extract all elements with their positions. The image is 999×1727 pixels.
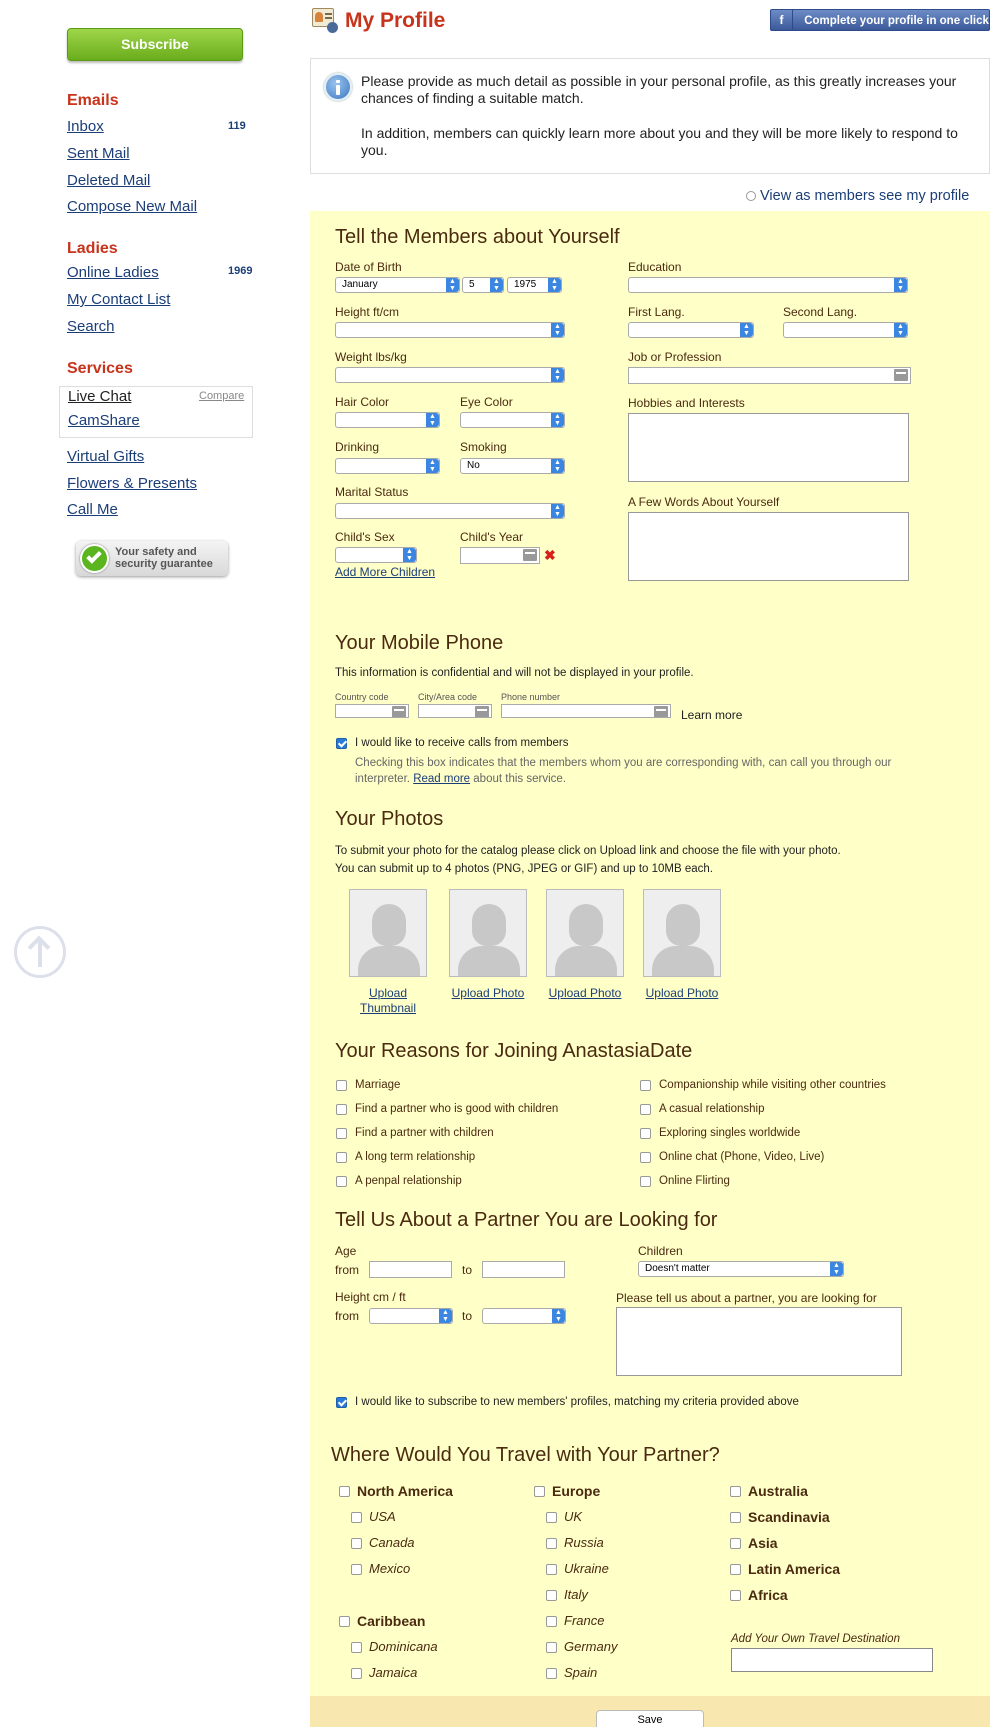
page-title: My Profile — [345, 9, 446, 32]
upload-thumbnail-link[interactable]: Upload Thumbnail — [359, 986, 417, 1015]
calls-note: Checking this box indicates that the members whom you are corresponding with, can call you through our interpreter. Read more about this service. — [355, 757, 892, 785]
reason-label: Exploring singles worldwide — [659, 1127, 801, 1139]
remove-child-icon[interactable]: ✖ — [544, 547, 556, 563]
italy-label: Italy — [564, 1587, 588, 1602]
search-link[interactable]: Search — [67, 318, 115, 335]
dob-label: Date of Birth — [335, 260, 402, 274]
country-code-input[interactable] — [335, 704, 409, 718]
height-from-label: from — [335, 1309, 359, 1323]
spain-checkbox[interactable] — [546, 1668, 557, 1679]
facebook-complete-button[interactable] — [770, 9, 990, 31]
emails-heading: Emails — [67, 92, 119, 109]
reason-label: A casual relationship — [659, 1103, 765, 1115]
chevron-down-icon: ▲ ▼ — [551, 459, 564, 473]
job-input[interactable] — [628, 367, 911, 384]
few-words-label: A Few Words About Yourself — [628, 495, 780, 509]
reason-checkbox[interactable] — [640, 1176, 651, 1187]
spain-label: Spain — [564, 1665, 598, 1680]
first-lang-select[interactable] — [628, 322, 754, 338]
asia-checkbox[interactable] — [730, 1538, 741, 1549]
bullet-icon — [746, 191, 756, 201]
reason-label: Marriage — [355, 1079, 401, 1091]
jamaica-checkbox[interactable] — [351, 1668, 362, 1679]
subscribe-profiles-checkbox[interactable] — [336, 1397, 347, 1408]
chevron-down-icon: ▲ ▼ — [446, 278, 459, 292]
germany-label: Germany — [564, 1639, 618, 1654]
list-icon — [475, 706, 489, 718]
photo-placeholder-3[interactable] — [643, 889, 721, 977]
save-button[interactable]: Save — [596, 1710, 704, 1727]
receive-calls-checkbox[interactable] — [336, 738, 347, 749]
reason-label: Find a partner with children — [355, 1127, 494, 1139]
info-text-2: In addition, members can quickly learn more about you and they will be more likely to respond to you. — [361, 125, 958, 158]
live-chat-link[interactable]: Live Chat — [68, 388, 132, 405]
upload-photo-link-3[interactable]: Upload Photo — [645, 986, 719, 1000]
list-icon — [654, 706, 668, 718]
drinking-select[interactable] — [335, 458, 440, 474]
facebook-button-label: Complete your profile in one click — [804, 15, 989, 27]
marital-status-label: Marital Status — [335, 485, 409, 499]
photo-placeholder-2[interactable] — [546, 889, 624, 977]
height-from-select[interactable] — [369, 1308, 453, 1324]
camshare-link[interactable]: CamShare — [68, 412, 140, 429]
height-to-label: to — [462, 1309, 473, 1323]
education-select[interactable] — [628, 277, 908, 293]
phone-number-input[interactable] — [501, 704, 671, 718]
australia-label: Australia — [748, 1483, 808, 1499]
australia-checkbox[interactable] — [730, 1486, 741, 1497]
subscribe-profiles-label: I would like to subscribe to new members' profiles, matching my criteria provided above — [355, 1396, 799, 1408]
call-me-link[interactable]: Call Me — [67, 501, 118, 518]
child-year-label: Child's Year — [460, 530, 523, 544]
job-label: Job or Profession — [628, 350, 722, 364]
partner-height-label: Height cm / ft — [335, 1290, 406, 1304]
chevron-down-icon: ▲ ▼ — [551, 323, 564, 337]
list-icon — [392, 706, 406, 718]
hobbies-label: Hobbies and Interests — [628, 396, 745, 410]
reason-checkbox[interactable] — [640, 1152, 651, 1163]
receive-calls-label: I would like to receive calls from members — [355, 737, 569, 749]
reason-checkbox[interactable] — [336, 1152, 347, 1163]
scroll-top-icon[interactable] — [14, 926, 66, 978]
phone-number-label: Phone number — [501, 692, 561, 702]
mobile-heading: Your Mobile Phone — [335, 632, 504, 654]
russia-label: Russia — [564, 1535, 604, 1550]
russia-checkbox[interactable] — [546, 1538, 557, 1549]
child-sex-select[interactable] — [335, 547, 417, 563]
age-from-label: from — [335, 1263, 359, 1277]
view-profile-link[interactable]: View as members see my profile — [746, 188, 969, 204]
own-destination-input[interactable] — [731, 1648, 933, 1672]
canada-checkbox[interactable] — [351, 1538, 362, 1549]
chevron-down-icon: ▲ ▼ — [490, 278, 503, 292]
smoking-label: Smoking — [460, 440, 507, 454]
upload-photo-link-2[interactable]: Upload Photo — [548, 986, 622, 1000]
partner-description-textarea[interactable] — [616, 1307, 902, 1376]
inbox-count-badge: 119 — [228, 120, 246, 132]
chevron-down-icon: ▲ ▼ — [426, 459, 439, 473]
inbox-link[interactable]: Inbox — [67, 118, 104, 135]
contact-list-link[interactable]: My Contact List — [67, 291, 171, 308]
reason-label: A penpal relationship — [355, 1175, 462, 1187]
compare-link[interactable]: Compare — [199, 390, 245, 402]
latin-america-label: Latin America — [748, 1561, 841, 1577]
eye-color-select[interactable] — [460, 412, 565, 428]
latin-america-checkbox[interactable] — [730, 1564, 741, 1575]
chevron-down-icon: ▲ ▼ — [551, 368, 564, 382]
safety-guarantee-badge[interactable] — [76, 541, 228, 576]
flowers-link[interactable]: Flowers & Presents — [67, 475, 198, 492]
chevron-down-icon: ▲ ▼ — [894, 323, 907, 337]
scandinavia-checkbox[interactable] — [730, 1512, 741, 1523]
calendar-icon — [523, 549, 537, 561]
usa-checkbox[interactable] — [351, 1512, 362, 1523]
jamaica-label: Jamaica — [369, 1665, 418, 1680]
weight-label: Weight lbs/kg — [335, 350, 407, 364]
usa-label: USA — [369, 1509, 396, 1524]
info-icon — [324, 73, 352, 101]
age-to-label: to — [462, 1263, 473, 1277]
age-label: Age — [335, 1244, 357, 1258]
age-from-input[interactable] — [369, 1261, 452, 1278]
city-code-label: City/Area code — [418, 692, 478, 702]
italy-checkbox[interactable] — [546, 1590, 557, 1601]
travel-heading: Where Would You Travel with Your Partner? — [331, 1444, 720, 1466]
reason-label: Online chat (Phone, Video, Live) — [659, 1151, 825, 1163]
chevron-down-icon: ▲ ▼ — [894, 278, 907, 292]
mexico-checkbox[interactable] — [351, 1564, 362, 1575]
photo-placeholder-1[interactable] — [449, 889, 527, 977]
france-checkbox[interactable] — [546, 1616, 557, 1627]
asia-label: Asia — [748, 1535, 778, 1551]
child-year-input[interactable] — [460, 547, 540, 564]
dominicana-checkbox[interactable] — [351, 1642, 362, 1653]
scandinavia-label: Scandinavia — [748, 1509, 830, 1525]
read-more-link[interactable]: Read more — [413, 773, 471, 785]
africa-checkbox[interactable] — [730, 1590, 741, 1601]
reason-label: A long term relationship — [355, 1151, 476, 1163]
thumbnail-placeholder[interactable] — [349, 889, 427, 977]
north-america-checkbox[interactable] — [339, 1486, 350, 1497]
hair-color-label: Hair Color — [335, 395, 390, 409]
mobile-note: This information is confidential and will not be displayed in your profile. — [335, 667, 694, 679]
reason-checkbox[interactable] — [336, 1176, 347, 1187]
chevron-down-icon: ▲ ▼ — [830, 1262, 843, 1276]
chevron-down-icon: ▲ ▼ — [548, 278, 561, 292]
caribbean-label: Caribbean — [357, 1613, 426, 1629]
reason-checkbox[interactable] — [336, 1128, 347, 1139]
reason-checkbox[interactable] — [640, 1104, 651, 1115]
virtual-gifts-link[interactable]: Virtual Gifts — [67, 448, 145, 465]
list-icon — [894, 369, 908, 381]
mexico-label: Mexico — [369, 1561, 411, 1576]
compose-mail-link[interactable]: Compose New Mail — [67, 198, 198, 215]
info-text-1: Please provide as much detail as possible in your personal profile, as this greatly increases your chances of finding a suitable match. — [361, 73, 957, 106]
reason-checkbox[interactable] — [336, 1080, 347, 1091]
own-destination-label: Add Your Own Travel Destination — [731, 1633, 900, 1645]
few-words-textarea[interactable] — [628, 512, 909, 581]
online-ladies-link[interactable]: Online Ladies — [67, 264, 159, 281]
dominicana-label: Dominicana — [369, 1639, 438, 1654]
photos-heading: Your Photos — [335, 808, 444, 830]
second-lang-label: Second Lang. — [783, 305, 858, 319]
dob-day-select[interactable]: 5 ▲ ▼ — [462, 277, 504, 293]
chevron-down-icon: ▲ ▼ — [552, 1309, 565, 1323]
height-select[interactable] — [335, 322, 565, 338]
ukraine-label: Ukraine — [564, 1561, 609, 1576]
height-label: Height ft/cm — [335, 305, 400, 319]
caribbean-checkbox[interactable] — [339, 1616, 350, 1627]
hair-color-select[interactable] — [335, 412, 440, 428]
reason-checkbox[interactable] — [640, 1128, 651, 1139]
ladies-heading: Ladies — [67, 240, 118, 257]
europe-label: Europe — [552, 1483, 601, 1499]
safety-line-2: security guarantee — [115, 558, 213, 570]
marital-status-select[interactable] — [335, 503, 565, 519]
weight-select[interactable] — [335, 367, 565, 383]
safety-line-1: Your safety and — [115, 546, 197, 558]
chevron-down-icon: ▲ ▼ — [426, 413, 439, 427]
photos-note-2: You can submit up to 4 photos (PNG, JPEG or GIF) and up to 10MB each. — [335, 863, 713, 875]
check-icon — [80, 544, 109, 573]
reason-label: Online Flirting — [659, 1175, 730, 1187]
sent-mail-link[interactable]: Sent Mail — [67, 145, 130, 162]
canada-label: Canada — [369, 1535, 415, 1550]
ukraine-checkbox[interactable] — [546, 1564, 557, 1575]
france-label: France — [564, 1613, 605, 1628]
africa-label: Africa — [748, 1587, 788, 1603]
city-code-input[interactable] — [418, 704, 492, 718]
reason-label: Companionship while visiting other countries — [659, 1079, 886, 1091]
country-code-label: Country code — [335, 692, 389, 702]
reasons-heading: Your Reasons for Joining AnastasiaDate — [335, 1040, 693, 1062]
reason-checkbox[interactable] — [336, 1104, 347, 1115]
subscribe-button[interactable]: Subscribe — [67, 28, 243, 61]
chevron-down-icon: ▲ ▼ — [551, 413, 564, 427]
services-heading: Services — [67, 360, 133, 377]
uk-checkbox[interactable] — [546, 1512, 557, 1523]
germany-checkbox[interactable] — [546, 1642, 557, 1653]
chevron-down-icon: ▲ ▼ — [403, 548, 416, 562]
chevron-down-icon: ▲ ▼ — [551, 504, 564, 518]
age-to-input[interactable] — [482, 1261, 565, 1278]
drinking-label: Drinking — [335, 440, 380, 454]
reason-label: Find a partner who is good with children — [355, 1103, 559, 1115]
smoking-select[interactable]: No ▲ ▼ — [460, 458, 565, 474]
profile-card-icon — [312, 8, 338, 32]
education-label: Education — [628, 260, 682, 274]
chevron-down-icon: ▲ ▼ — [439, 1309, 452, 1323]
second-lang-select[interactable] — [783, 322, 908, 338]
deleted-mail-link[interactable]: Deleted Mail — [67, 172, 151, 189]
info-box — [310, 58, 990, 174]
children-label: Children — [638, 1244, 683, 1258]
partner-heading: Tell Us About a Partner You are Looking for — [335, 1209, 718, 1231]
hobbies-textarea[interactable] — [628, 413, 909, 482]
upload-photo-link-1[interactable]: Upload Photo — [451, 986, 525, 1000]
partner-description-label: Please tell us about a partner, you are looking for — [616, 1291, 877, 1305]
children-select[interactable]: Doesn't matter ▲ ▼ — [638, 1261, 844, 1277]
photos-note-1: To submit your photo for the catalog please click on Upload link and choose the file with your photo. — [335, 845, 841, 857]
facebook-icon: f — [771, 10, 793, 30]
north-america-label: North America — [357, 1483, 453, 1499]
height-to-select[interactable] — [482, 1308, 566, 1324]
about-heading: Tell the Members about Yourself — [335, 226, 620, 248]
child-sex-label: Child's Sex — [335, 530, 395, 544]
dob-year-select[interactable]: 1975 ▲ ▼ — [507, 277, 562, 293]
first-lang-label: First Lang. — [628, 305, 685, 319]
reason-checkbox[interactable] — [640, 1080, 651, 1091]
europe-checkbox[interactable] — [534, 1486, 545, 1497]
eye-color-label: Eye Color — [460, 395, 513, 409]
add-children-link[interactable]: Add More Children — [335, 565, 436, 579]
learn-more-link[interactable]: Learn more — [681, 708, 743, 719]
online-count-badge: 1969 — [228, 265, 253, 277]
dob-month-select[interactable]: January ▲ ▼ — [335, 277, 460, 293]
chevron-down-icon: ▲ ▼ — [740, 323, 753, 337]
uk-label: UK — [564, 1509, 583, 1524]
